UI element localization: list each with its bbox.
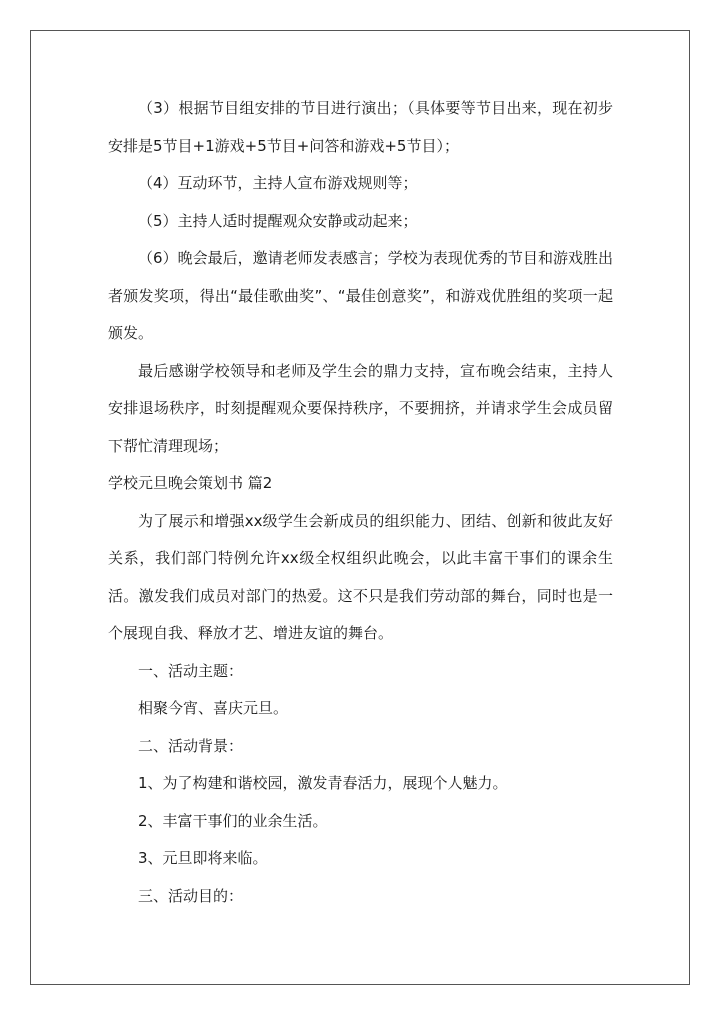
paragraph-item-5: （5）主持人适时提醒观众安静或动起来； <box>138 211 418 230</box>
heading-background: 二、活动背景： <box>138 736 244 755</box>
paragraph-intro: 为了展示和增强xx级学生会新成员的组织能力、团结、创新和彼此友好关系，我们部门特例允许xx级全权组织此晚会，以此丰富干事们的课余生活。激发我们成员对部门的热爱。这不只是我们劳动部的舞台，同时也是一个展现自我、释放才艺、增进友谊的舞台。 <box>108 511 613 642</box>
section-heading: 学校元旦晚会策划书 篇2 <box>108 474 273 492</box>
paragraph-item-6: （6）晚会最后，邀请老师发表感言；学校为表现优秀的节目和游戏胜出者颁发奖项，得出“最佳歌曲奖”、“最佳创意奖”，和游戏优胜组的奖项一起颁发。 <box>108 249 613 342</box>
heading-theme: 一、活动主题： <box>138 661 244 680</box>
list-item-1: 1、为了构建和谐校园，激发青春活力，展现个人魅力。 <box>138 774 508 792</box>
heading-purpose: 三、活动目的： <box>138 886 244 905</box>
list-item-3: 3、元旦即将来临。 <box>138 849 268 867</box>
document-body <box>108 90 613 915</box>
paragraph-item-4: （4）互动环节，主持人宣布游戏规则等； <box>138 174 418 192</box>
list-item-2: 2、丰富干事们的业余生活。 <box>138 811 328 830</box>
paragraph-closing: 最后感谢学校领导和老师及学生会的鼎力支持，宣布晚会结束，主持人安排退场秩序，时刻提醒观众要保持秩序，不要拥挤，并请求学生会成员留下帮忙清理现场； <box>108 361 613 455</box>
paragraph-item-3: （3）根据节目组安排的节目进行演出；（具体要等节目出来，现在初步安排是5节目+1游戏+5节目+问答和游戏+5节目）； <box>108 99 613 155</box>
paragraph-theme: 相聚今宵、喜庆元旦。 <box>138 699 289 717</box>
